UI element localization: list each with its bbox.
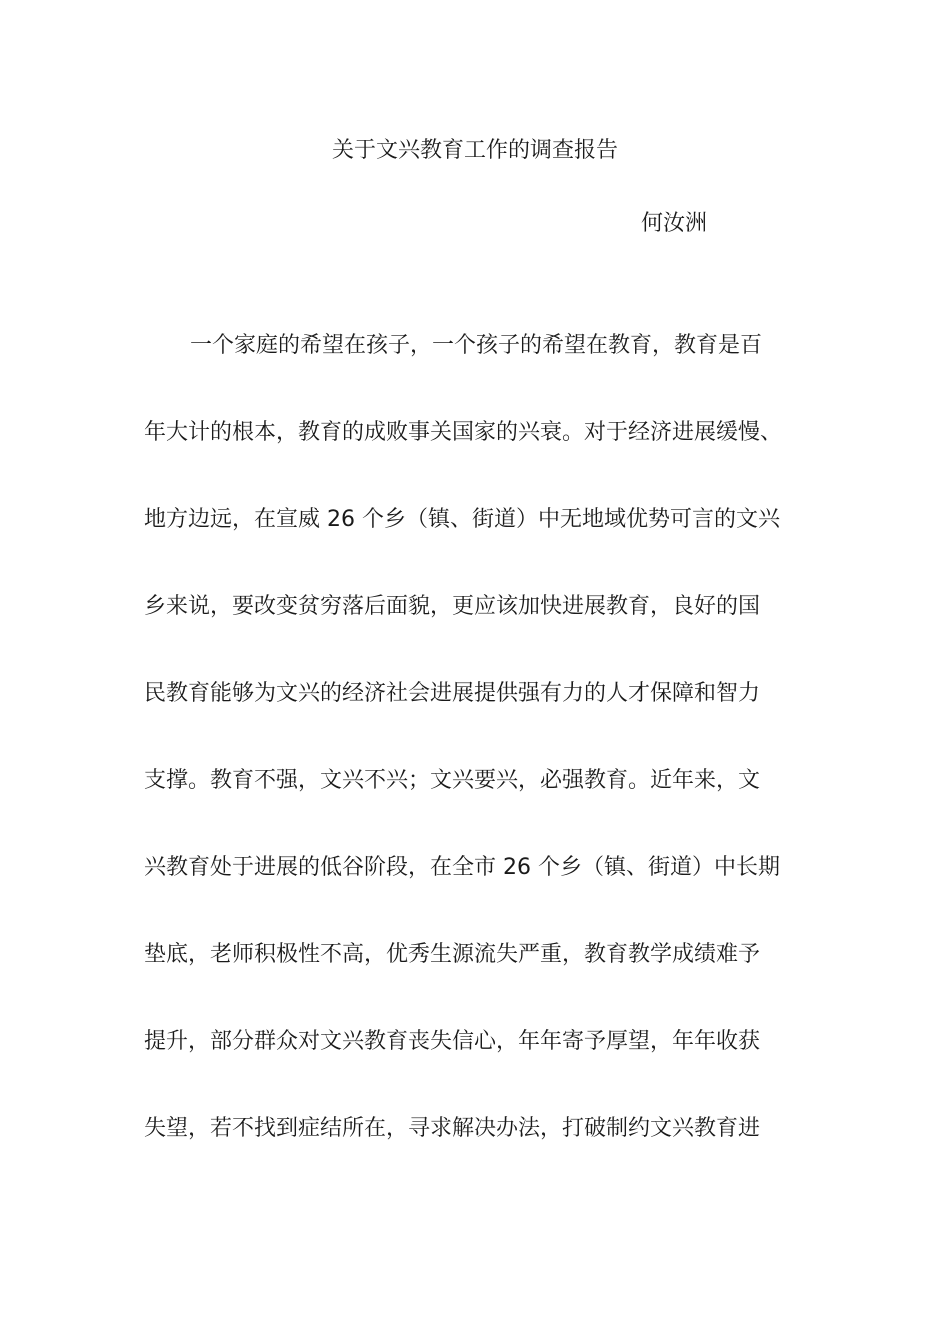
paragraph-line: 支撑。教育不强，文兴不兴；文兴要兴，必强教育。近年来，文 [144, 768, 761, 793]
paragraph-line: 一个家庭的希望在孩子，一个孩子的希望在教育，教育是百 [190, 333, 763, 358]
paragraph-line: 乡来说，要改变贫穷落后面貌，更应该加快进展教育，良好的国 [144, 594, 761, 619]
paragraph-line: 失望，若不找到症结所在，寻求解决办法，打破制约文兴教育进 [144, 1116, 761, 1141]
paragraph-line: 年大计的根本，教育的成败事关国家的兴衰。对于经济进展缓慢、 [144, 420, 783, 445]
document-title: 关于文兴教育工作的调查报告 [331, 138, 618, 163]
paragraph-line: 提升，部分群众对文兴教育丧失信心，年年寄予厚望，年年收获 [144, 1029, 761, 1054]
document-author: 何汝洲 [641, 211, 708, 236]
paragraph-line: 兴教育处于进展的低谷阶段，在全市 26 个乡（镇、街道）中长期 [144, 855, 780, 880]
paragraph-line: 民教育能够为文兴的经济社会进展提供强有力的人才保障和智力 [144, 681, 761, 706]
paragraph-line: 垫底，老师积极性不高，优秀生源流失严重，教育教学成绩难予 [144, 942, 761, 967]
paragraph-line: 地方边远，在宣威 26 个乡（镇、街道）中无地域优势可言的文兴 [144, 507, 780, 532]
